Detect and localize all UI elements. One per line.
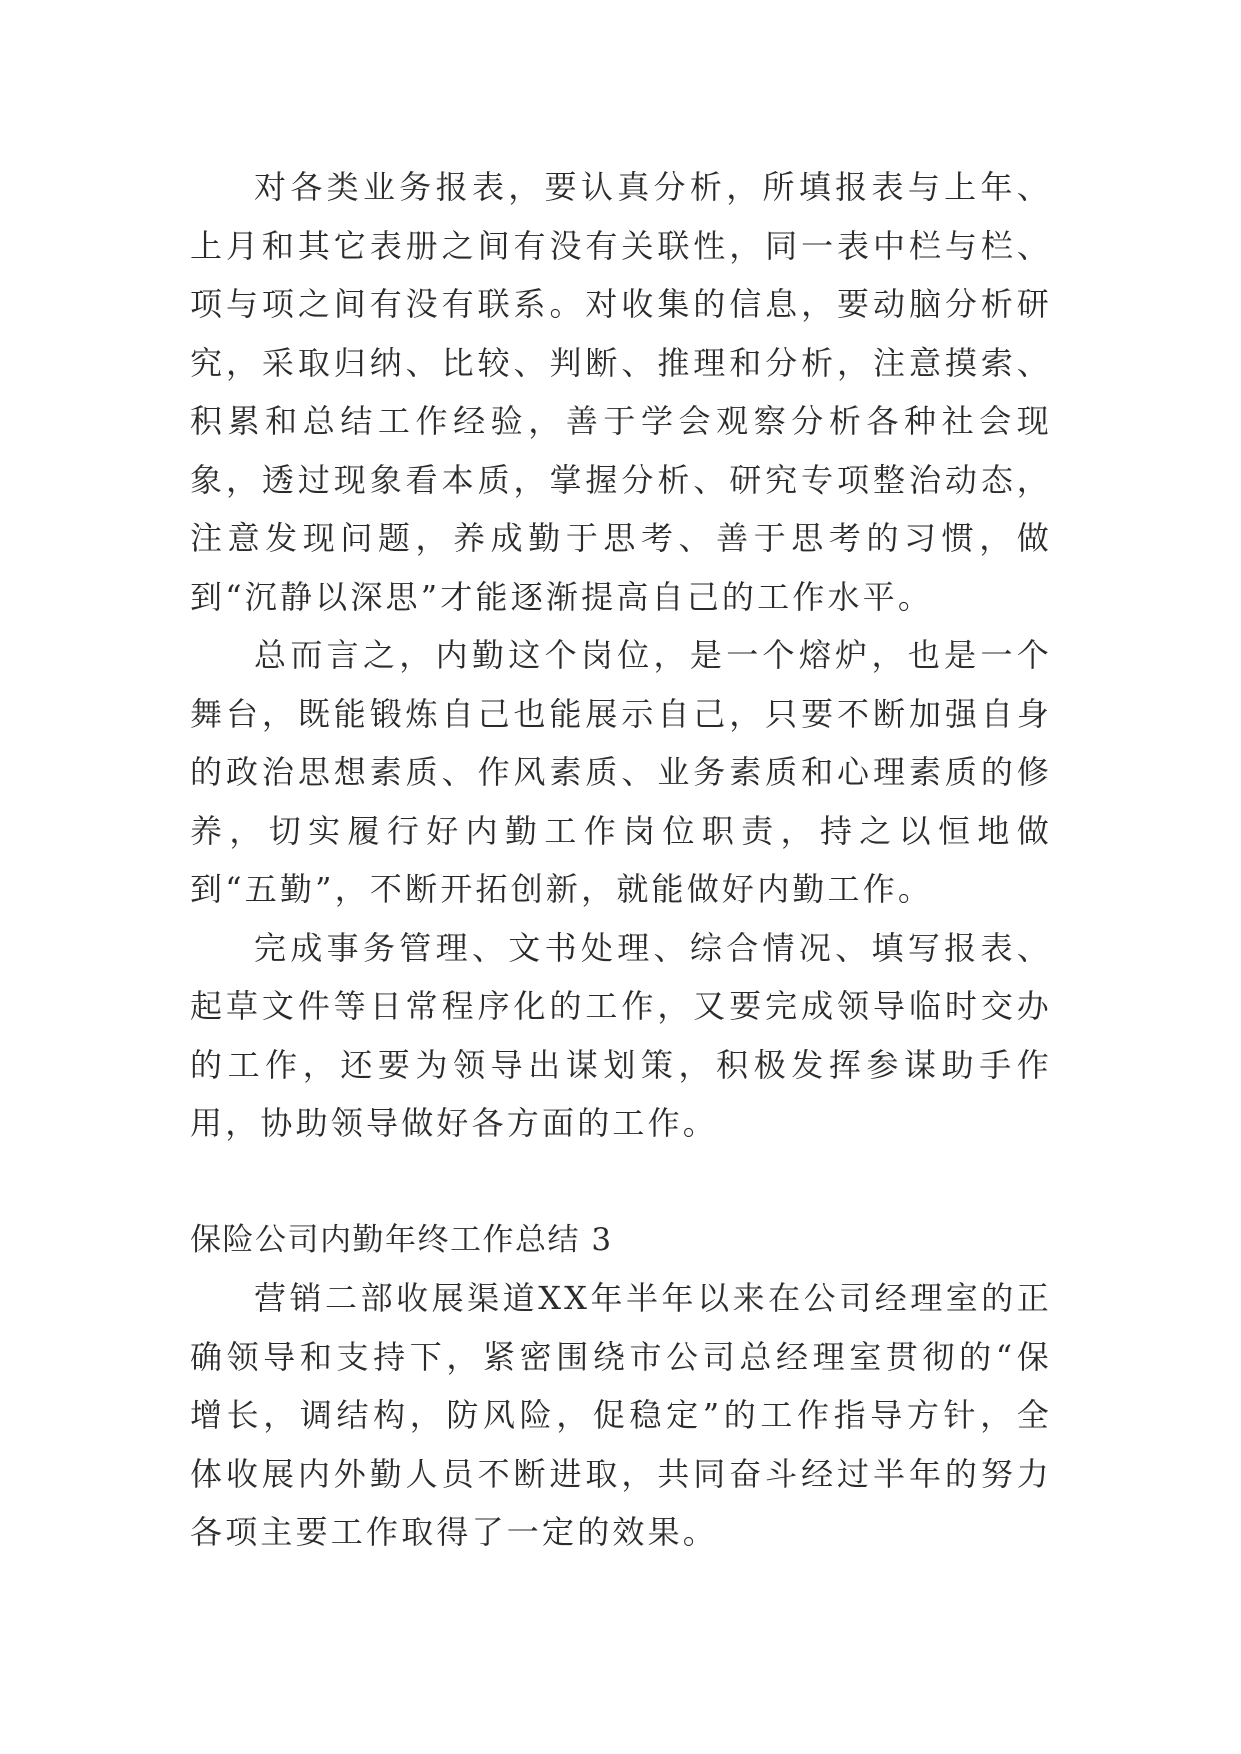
section-spacer xyxy=(190,1153,1052,1211)
paragraph-routine-work: 完成事务管理、文书处理、综合情况、填写报表、起草文件等日常程序化的工作，又要完成领导临时交办的工作，还要为领导出谋划策，积极发挥参谋助手作用，协助领导做好各方面的工作。 xyxy=(190,928,1052,1142)
paragraph-marketing-dept: 营销二部收展渠道XX年半年以来在公司经理室的正确领导和支持下，紧密围绕市公司总经理室贯彻的“保增长，调结构，防风险，促稳定”的工作指导方针，全体收展内外勤人员不断进取，共同奋斗经过半年的努力各项主要工作取得了一定的效果。 xyxy=(190,1279,1052,1551)
paragraph-summary: 总而言之，内勤这个岗位，是一个熔炉，也是一个舞台，既能锻炼自己也能展示自己，只要不断加强自身的政治思想素质、作风素质、业务素质和心理素质的修养，切实履行好内勤工作岗位职责，持之以恒地做到“五勤”，不断开拓创新，就能做好内勤工作。 xyxy=(190,636,1052,908)
paragraph-report-analysis: 对各类业务报表，要认真分析，所填报表与上年、上月和其它表册之间有没有关联性，同一表中栏与栏、项与项之间有没有联系。对收集的信息，要动脑分析研究，采取归纳、比较、判断、推理和分析，注意摸索、积累和总结工作经验，善于学会观察分析各种社会现象，透过现象看本质，掌握分析、研究专项整治动态，注意发现问题，养成勤于思考、善于思考的习惯，做到“沉静以深思”才能逐渐提高自己的工作水平。 xyxy=(190,168,1052,616)
document-body xyxy=(190,158,1052,1562)
section-heading: 保险公司内勤年终工作总结 3 xyxy=(190,1221,613,1258)
